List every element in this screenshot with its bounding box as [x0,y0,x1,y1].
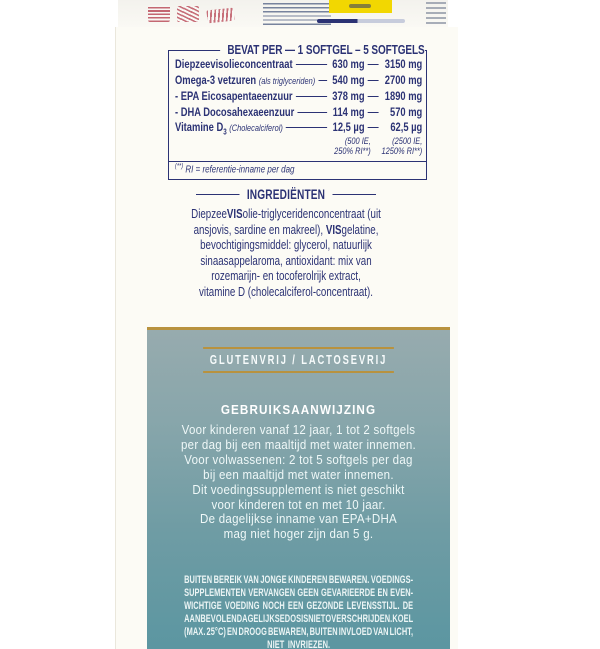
value-per-1-softgel: 630 mg [332,57,365,71]
warning-word: EEN [287,599,304,612]
text-segment: vitamine D (cholecalciferol-concentraat). [199,283,373,299]
warning-word: GEEN [297,586,319,599]
value-per-5-softgels: 62,5 µg [390,120,423,134]
usage-lines [162,423,435,542]
usage-line: De dagelijkse inname van EPA+DHA [200,511,397,527]
nutrition-row [175,57,422,73]
warning-word: OVERSCHRIJDEN. [325,612,393,625]
warning-lines [184,574,413,649]
warning-line [184,600,413,613]
text-segment: rozemarijn- en tocoferolrijk extract, [211,268,361,284]
text-segment: Omega-3 vetzuren [175,72,259,87]
warning-word: VAN [373,625,389,638]
value-per-5-softgels: 570 mg [389,104,423,119]
text-segment: olie-triglyceridenconcentraat (uit [242,206,381,221]
subvalue-per-5-softgels [371,137,422,158]
text-segment: - EPA Eicosapentaeenzuur [175,89,293,103]
table-footnote [175,162,373,177]
leader-line [368,64,379,65]
text-segment: Diepzee [191,206,227,221]
warning-word: BEWAREN, [267,625,309,638]
warning-word: NIET [267,638,285,649]
usage-line: bij een maaltijd met water innemen. [203,466,394,482]
usage-title: GEBRUIKSAANWIJZING [220,402,377,417]
warning-word: (MAX. [183,625,206,638]
text-segment: VIS [226,206,243,221]
warning-word: EN [377,586,388,599]
leader-line [297,112,327,113]
value-per-5-softgels: 2700 mg [384,72,423,87]
text-segment: gelatine, [341,221,379,237]
red-print-mark-icon [206,8,234,24]
warning-word: BUITEN [309,625,338,638]
text-segment: VIS [325,221,342,237]
warning-line [184,613,413,626]
warning-word: VAN [243,574,259,586]
nutrient-label [175,73,315,90]
warning-word: JONGE [260,574,287,586]
gold-rule-bottom [203,371,394,373]
value-per-1-softgel: 378 mg [332,89,365,103]
warning-word: KINDEREN [287,574,328,586]
footnote-text: RI = referentie-inname per dag [185,163,295,175]
leader-line [368,127,379,128]
text-segment: 3 [223,127,227,137]
nutrition-row [175,120,422,137]
value-per-5-softgels: 3150 mg [384,57,423,71]
warning-word: DOSIS [284,612,309,625]
warning-section [147,574,450,649]
leader-line [296,96,327,97]
usage-line: mag niet hoger zijn dan 5 g. [223,526,374,542]
ingredients-line [158,206,415,222]
warning-word: SUPPLEMENTEN [183,586,246,599]
ingredients-line [158,284,415,300]
usage-inner [162,402,435,542]
warning-word: INVRIEZEN. [287,638,331,649]
leader-line [368,112,379,113]
leader-line [368,96,379,97]
warning-word: BUITEN [183,574,212,586]
warning-word: WICHTIGE [183,599,222,612]
warning-word: BEWAREN. [328,574,370,586]
subvalue-line: (500 IE, [344,135,371,147]
warning-word: 25°C) [206,625,226,638]
warning-word: DE [402,599,414,612]
warning-word: NOCH [262,599,285,612]
text-segment: (als triglyceriden) [258,75,316,87]
red-print-mark-icon [148,5,170,22]
nutrition-row [175,89,422,105]
warning-word: EN [226,625,238,638]
lot-code-block [426,2,446,30]
nutrition-table-header: BEVAT PER — 1 SOFTGEL – 5 SOFTGELS [220,43,425,57]
warning-word: GEVARIEERDE [320,586,376,599]
text-segment: Diepzeevisolieconcentraat [175,57,293,71]
usage-line: voor kinderen tot en met 10 jaar. [211,496,386,512]
text-segment: bevochtigingsmiddel: glycerol, natuurlijk [200,237,372,253]
warning-word: KOEL [392,612,414,625]
warning-word: BEREIK [213,574,242,586]
nutrition-table [168,43,427,180]
nutrition-rows [175,57,422,158]
warning-line [184,574,413,587]
leader-line [368,80,379,81]
yellow-label-icon [329,0,392,13]
fine-print-text-block [263,3,331,29]
nutrient-label [175,89,293,105]
value-per-1-softgel: 12,5 µg [332,120,365,134]
text-segment: Vitamine D [175,120,224,134]
claims-banner-inner [203,347,394,373]
leader-line [286,127,327,128]
usage-line: per dag bij een maaltijd met water innemen. [180,436,417,452]
warning-word: EVEN- [390,586,414,599]
value-per-1-softgel: 114 mg [332,104,365,119]
warning-word: INVLOED [338,625,373,638]
warning-word: DROOG [238,625,267,638]
usage-section [147,402,450,542]
usage-line: Voor kinderen vanaf 12 jaar, 1 tot 2 softgels [181,422,416,437]
title-dash-right [333,194,377,195]
ingredients-lines [158,206,415,300]
ingredients-inner [158,187,415,300]
ingredients-line [158,222,415,238]
warning-line [184,639,413,649]
usage-line: Dit voedingssupplement is niet geschikt [192,481,405,497]
nutrition-subrow [175,137,422,158]
claims-text: GLUTENVRIJ / LACTOSEVRIJ [209,352,388,367]
title-dash-left [196,194,240,195]
warning-word: VOEDINGS- [370,574,414,586]
usage-line: Voor volwassenen: 2 tot 5 softgels per dag [184,451,413,467]
warning-word: VOEDING [224,599,260,612]
claims-banner [147,347,450,373]
ingredients-line [158,268,415,284]
ingredients-line [158,253,415,269]
warning-word: VERVANGEN [248,586,295,599]
leader-line [318,80,327,81]
warning-line [184,587,413,600]
text-segment: ansjovis, sardine en makreel), [193,221,326,237]
text-segment: sinaasappelaroma, antioxidant: mix van [200,252,372,268]
nutrient-label [175,120,283,137]
warning-word: GEZONDE [306,599,344,612]
warning-word: NIET [308,612,326,625]
warning-word: LICHT, [389,625,414,638]
warning-word: LEVENSSTIJL. [346,599,400,612]
value-per-5-softgels: 1890 mg [384,89,423,103]
box-top-flap [118,0,448,27]
teal-info-section [147,327,450,649]
ingredients-title: INGREDIËNTEN [246,187,326,202]
footnote-mark: (**) [175,162,184,170]
nutrient-label [175,105,294,121]
text-segment: (Cholecalciferol) [229,123,283,134]
warning-word: AANBEVOLEN [183,612,237,625]
nutrition-row [175,73,422,90]
subvalue-line: (2500 IE, [392,135,423,147]
text-segment: - DHA Docosahexaeenzuur [175,104,295,119]
warning-line [184,626,413,639]
ingredients-line [158,237,415,253]
pen-illustration-icon [317,19,405,23]
ingredients-title-row [158,187,415,202]
nutrient-label [175,57,293,73]
subvalue-line: 1250% RI**) [381,146,423,157]
value-per-1-softgel: 540 mg [332,72,365,87]
yellow-label-mark [349,4,371,8]
ingredients-section [115,187,457,300]
subvalue-line: 250% RI**) [334,146,371,157]
warning-word: DAGELIJKSE [236,612,285,625]
leader-line [296,64,327,65]
nutrition-row [175,105,422,121]
red-print-mark-icon [177,6,199,22]
